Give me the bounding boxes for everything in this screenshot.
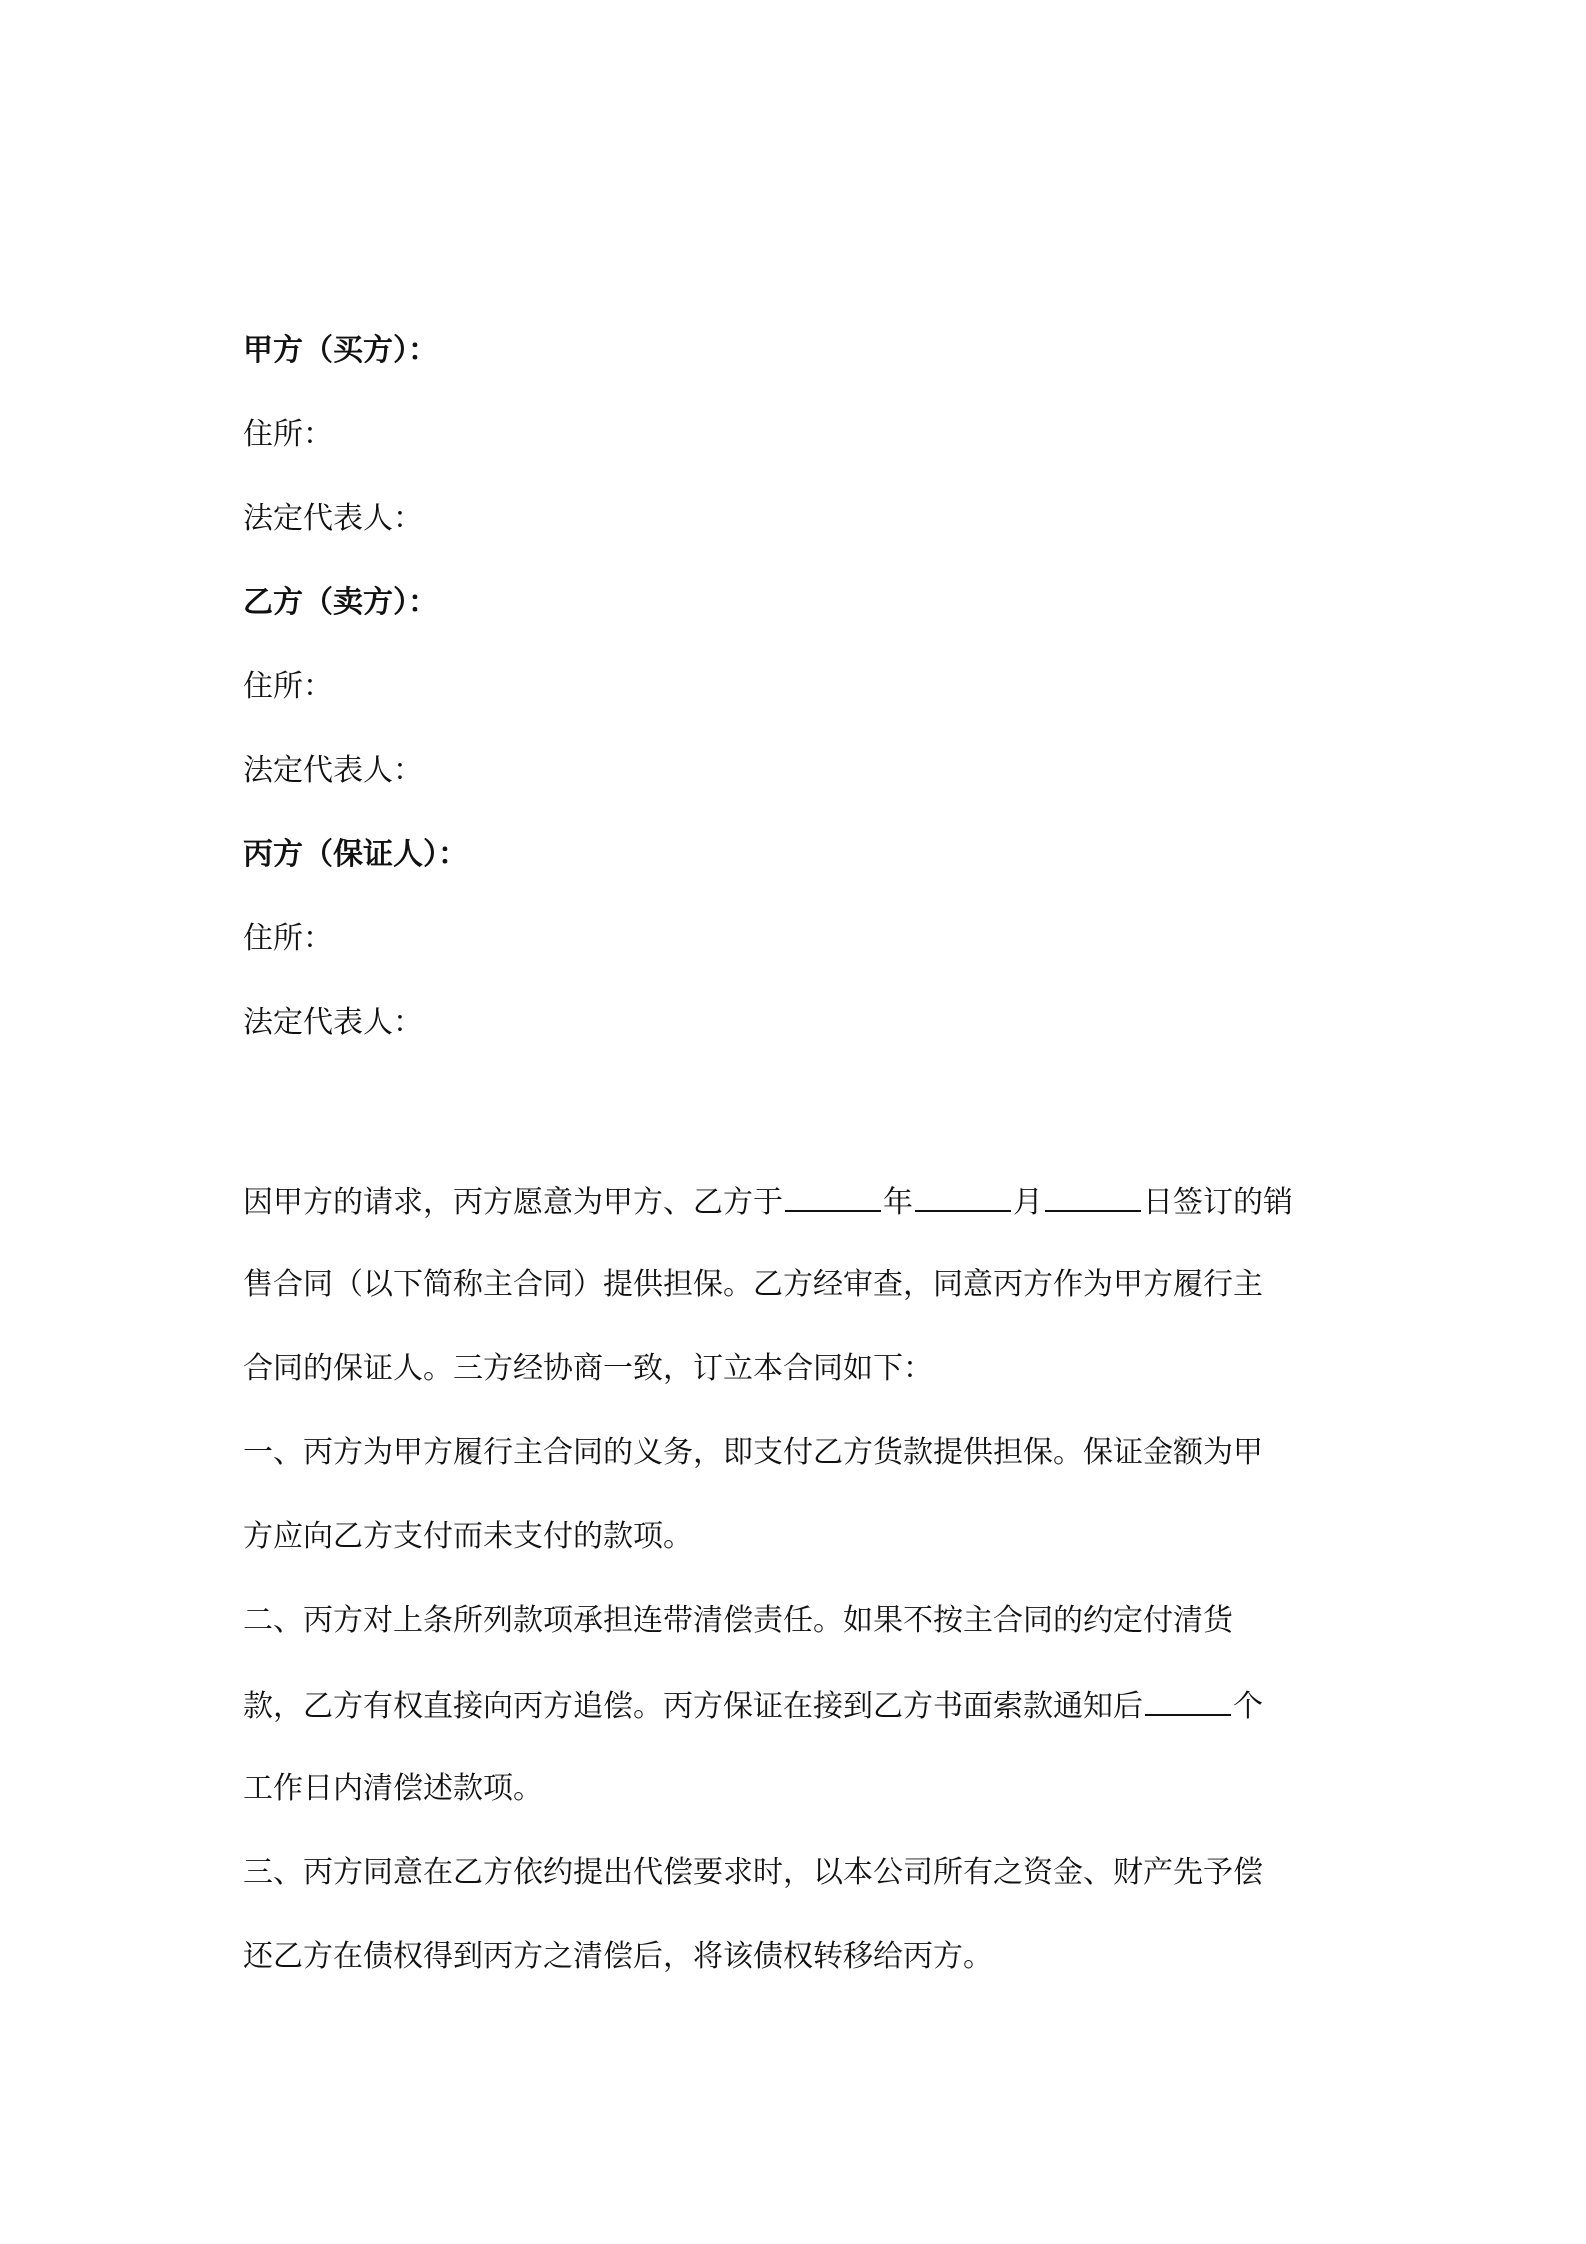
party-b-representative-label: 法定代表人： bbox=[243, 753, 423, 788]
intro-text-a: 因甲方的请求，丙方愿意为甲方、乙方于 bbox=[243, 1185, 783, 1220]
contract-body bbox=[243, 1180, 1343, 2020]
clause-1-line-1: 一、丙方为甲方履行主合同的义务，即支付乙方货款提供担保。保证金额为甲 bbox=[243, 1435, 1263, 1470]
clause-1-line-2: 方应向乙方支付而未支付的款项。 bbox=[243, 1519, 693, 1554]
month-label: 月 bbox=[1013, 1185, 1043, 1220]
clause-2-line-3: 工作日内清偿述款项。 bbox=[243, 1771, 543, 1806]
clause-3-line-2: 还乙方在债权得到丙方之清偿后，将该债权转移给丙方。 bbox=[243, 1939, 993, 1974]
party-c-heading: 丙方（保证人）： bbox=[243, 837, 468, 872]
party-c-address-label: 住所： bbox=[243, 921, 333, 956]
clause-2-text-b: 个 bbox=[1233, 1689, 1263, 1724]
party-a-address-label: 住所： bbox=[243, 417, 333, 452]
party-c-representative-label: 法定代表人： bbox=[243, 1005, 423, 1040]
intro-text-b: 日签订的销 bbox=[1143, 1185, 1293, 1220]
intro-line-2: 售合同（以下简称主合同）提供担保。乙方经审查，同意丙方作为甲方履行主 bbox=[243, 1267, 1263, 1302]
day-blank[interactable] bbox=[1045, 1180, 1141, 1212]
clause-2-line-2 bbox=[243, 1684, 1343, 1726]
party-b-address-label: 住所： bbox=[243, 669, 333, 704]
intro-line-1 bbox=[243, 1180, 1343, 1222]
party-info-block bbox=[243, 330, 1343, 1086]
clause-2-line-1: 二、丙方对上条所列款项承担连带清偿责任。如果不按主合同的约定付清货 bbox=[243, 1603, 1233, 1638]
clause-3-line-1: 三、丙方同意在乙方依约提出代偿要求时，以本公司所有之资金、财产先予偿 bbox=[243, 1855, 1263, 1890]
month-blank[interactable] bbox=[915, 1180, 1011, 1212]
party-b-heading: 乙方（卖方）： bbox=[243, 585, 438, 620]
party-a-representative-label: 法定代表人： bbox=[243, 501, 423, 536]
year-blank[interactable] bbox=[785, 1180, 881, 1212]
party-a-heading: 甲方（买方）： bbox=[243, 333, 438, 368]
intro-line-3: 合同的保证人。三方经协商一致，订立本合同如下： bbox=[243, 1351, 933, 1386]
clause-2-text-a: 款，乙方有权直接向丙方追偿。丙方保证在接到乙方书面索款通知后 bbox=[243, 1689, 1143, 1724]
workdays-blank[interactable] bbox=[1145, 1684, 1231, 1716]
year-label: 年 bbox=[883, 1185, 913, 1220]
